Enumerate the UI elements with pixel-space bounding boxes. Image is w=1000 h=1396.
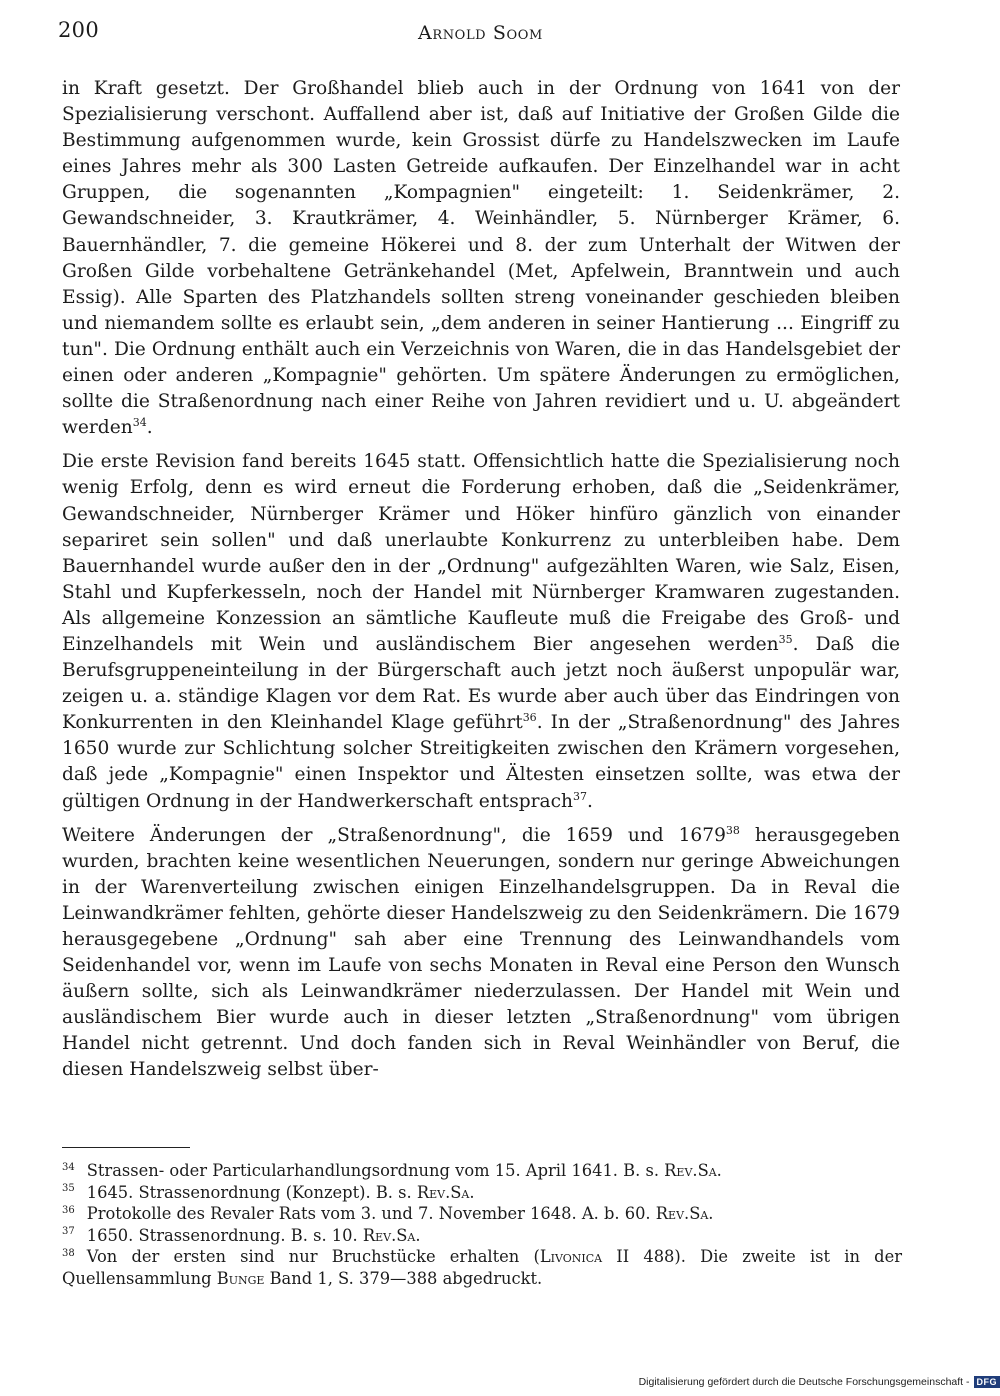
footnote-ref[interactable]: 35 bbox=[778, 632, 793, 646]
footnotes bbox=[62, 1160, 902, 1289]
dfg-logo-icon: DFG bbox=[974, 1376, 1000, 1388]
footnote: $^{35}$ 1645. Strassenordnung (Konzept). B. s. Rev.Sa. bbox=[62, 1182, 475, 1202]
footnote: $^{37}$ 1650. Strassenordnung. B. s. 10. Rev.Sa. bbox=[62, 1225, 421, 1245]
footnote: $^{36}$ Protokolle des Revaler Rats vom 3. und 7. November 1648. A. b. 60. Rev.Sa. bbox=[62, 1204, 714, 1223]
paragraph: in Kraft gesetzt. Der Großhandel blieb auch in der Ordnung von 1641 von der Spezialisierung verschont. Auffallend aber ist, daß auf Initiative der Großen Gilde die Bestimmung aufgenommen wurde, kein Grossist dürfe zu Handelszwecken im Laufe eines Jahres mehr als 300 Lasten Getreide aufkaufen. Der Einzelhandel war in acht Gruppen, die sogenannten „Kompagnien" eingeteilt: 1. Seidenkrämer, 2. Gewandschneider, 3. Krautkrämer, 4. Weinhändler, 5. Nürnberger Krämer, 6. Bauernhändler, 7. die gemeine Hökerei und 8. der zum Unterhalt der Witwen der Großen Gilde vorbehaltene Getränkehandel (Met, Apfelwein, Branntwein und auch Essig). Alle Sparten des Platzhandels sollten streng voneinander geschieden bleiben und niemandem sollte es erlaubt sein, „dem anderen in seiner Hantierung ... Eingriff zu tun". Die Ordnung enthält auch ein Verzeichnis von Waren, die in das Handelsgebiet der einen oder anderen „Kompagnie" gehörten. Um spätere Änderungen zu ermöglichen, sollte die Straßenordnung nach einer Reihe von Jahren revidiert und u. U. abgeändert werden$^{34}$. bbox=[62, 78, 900, 439]
paragraph: Weitere Änderungen der „Straßenordnung", die 1659 und 1679$^{38}$ herausgegeben wurden, brachten keine wesentlichen Neuerungen, sondern nur geringe Abweichungen in der Warenverteilung zwischen einigen Einzelhandelsgruppen. Da in Reval die Leinwandkrämer fehlten, gehörte dieser Handelszweig zu den Seidenkrämern. Die 1679 herausgegebene „Ordnung" sah aber eine Trennung des Leinwandhandels vom Seidenhandel vor, wenn im Laufe von sechs Monaten in Reval eine Person den Wunsch äußern sollte, sich als Leinwandkrämer niederzulassen. Der Handel mit Wein und ausländischem Bier wurde auch in dieser letzten „Straßenordnung" vom übrigen Handel nicht getrennt. Und doch fanden sich in Reval Weinhändler von Beruf, die diesen Handelszweig selbst über- bbox=[62, 823, 900, 1081]
paragraph: Die erste Revision fand bereits 1645 statt. Offensichtlich hatte die Spezialisierung noch wenig Erfolg, denn es wird erneut die Forderung erhoben, daß die „Seidenkrämer, Gewandschneider, Nürnberger Krämer und Höker hinfüro gänzlich von einander separiret sein sollen" und daß unerlaubte Konkurrenz zu unterbleiben habe. Dem Bauernhandel wurde außer den in der „Ordnung" aufgezählten Waren, wie Salz, Eisen, Stahl und Kupferkesseln, noch der Handel mit Nürnberger Kramwaren zugestanden. Als allgemeine Konzession an sämtliche Kaufleute muß die Freigabe des Groß- und Einzelhandels mit Wein und ausländischem Bier angesehen werden$^{35}$. Daß die Berufsgruppeneinteilung in der Bürgerschaft auch jetzt noch äußerst unpopulär war, zeigen u. a. ständige Klagen vor dem Rat. Es wurde aber auch über das Eindringen von Konkurrenten in den Kleinhandel Klage geführt$^{36}$. In der „Straßenordnung" des Jahres 1650 wurde zur Schlichtung solcher Streitigkeiten zwischen den Krämern vorgesehen, daß jede „Kompagnie" einen Inspektor und Ältesten einsetzen sollte, was etwa der gültigen Ordnung in der Handwerkerschaft entsprach$^{37}$. bbox=[62, 451, 901, 812]
running-head: Arnold Soom bbox=[418, 22, 543, 44]
page-number: 200 bbox=[58, 18, 99, 42]
digitization-credit bbox=[639, 1376, 1000, 1388]
footnote: $^{38}$ Von der ersten sind nur Bruchstücke erhalten (Livonica II 488). Die zweite ist in der Quellensammlung Bunge Band 1, S. 379—388 abgedruckt. bbox=[62, 1247, 902, 1288]
footnote-ref[interactable]: 37 bbox=[573, 789, 588, 803]
body-text bbox=[62, 76, 900, 1084]
footnote-ref[interactable]: 38 bbox=[725, 823, 740, 837]
footnote-ref[interactable]: 36 bbox=[522, 711, 537, 725]
footnote: $^{34}$ Strassen- oder Particularhandlungsordnung vom 15. April 1641. B. s. Rev.Sa. bbox=[62, 1161, 722, 1180]
credit-text: Digitalisierung gefördert durch die Deutsche Forschungsgemeinschaft - bbox=[638, 1376, 970, 1388]
footnote-divider bbox=[62, 1147, 190, 1148]
footnote-ref[interactable]: 34 bbox=[132, 416, 147, 430]
